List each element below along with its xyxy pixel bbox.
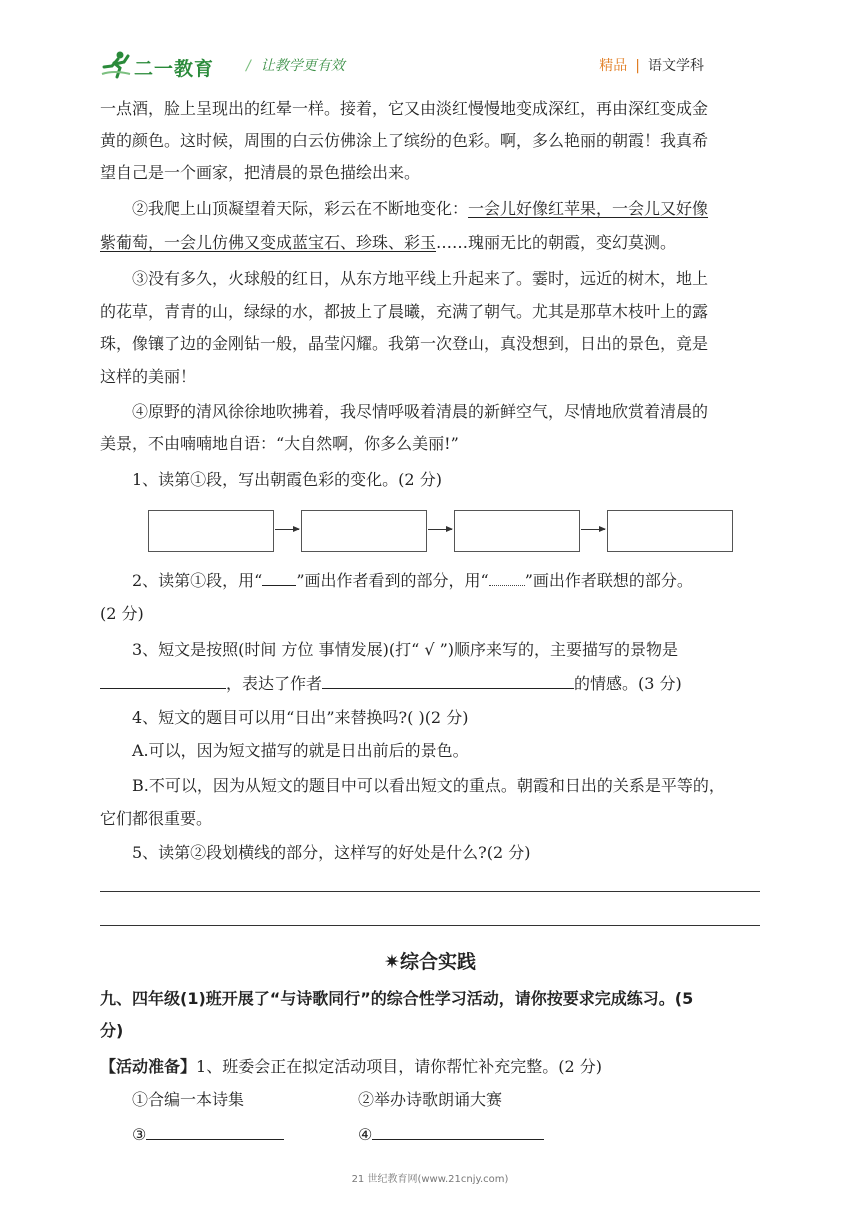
passage-line: 珠，像镶了边的金刚钻一般，晶莹闪耀。我第一次登山，真没想到，日出的景色，竟是 [100,334,709,353]
passage-line [100,233,762,253]
question-9: 分) [100,1021,124,1040]
fill-blank[interactable] [146,1125,284,1140]
question-9: 九、四年级(1)班开展了“与诗歌同行”的综合性学习活动，请你按要求完成练习。(5 [100,989,694,1008]
prep-text: 1、班委会正在拟定活动项目，请你帮忙补充完整。(2 分) [196,1057,602,1076]
passage-line: 黄的颜色。这时候，周围的白云仿佛涂上了缤纷的色彩。啊，多么艳丽的朝霞！我真希 [100,131,709,150]
answer-box[interactable] [148,510,274,552]
arrow-right-icon [275,529,299,530]
item-number: ④ [358,1125,373,1144]
footer: 21 世纪教育网(www.21cnjy.com) [351,1174,509,1185]
question-3-blanks [100,674,762,694]
subject-tag: 语文学科 [648,58,704,74]
divider-slash: / [246,58,251,74]
p2-underlined: 一会儿好像红苹果，一会儿又好像 [468,199,709,218]
dotted-line-sample [489,571,525,586]
arrow-right-icon [581,529,605,530]
option-b: B.不可以，因为从短文的题目中可以看出短文的重点。朝霞和日出的关系是平等的， [132,776,725,795]
passage-line: 一点酒，脸上呈现出的红晕一样。接着，它又由淡红慢慢地变成深红，再由深红变成金 [100,99,709,118]
solid-line-sample [262,571,296,586]
passage-line: 望自己是一个画家，把清晨的景色描绘出来。 [100,163,421,182]
passage-line [132,199,762,219]
question-1: 1、读第①段，写出朝霞色彩的变化。(2 分) [132,470,442,489]
passage-line: ③没有多久，火球般的红日，从东方地平线上升起来了。霎时，远近的树木，地上 [132,269,709,288]
answer-line[interactable] [100,925,760,926]
activity-item: ①合编一本诗集 [132,1090,245,1109]
activity-prep [100,1057,762,1077]
answer-box[interactable] [454,510,580,552]
option-b: 它们都很重要。 [100,809,213,828]
p2-text: ……瑰丽无比的朝霞，变幻莫测。 [436,233,677,252]
option-a: A.可以，因为短文描写的就是日出前后的景色。 [132,741,469,760]
question-5: 5、读第②段划横线的部分，这样写的好处是什么?(2 分) [132,843,531,862]
q2-text: ”画出作者看到的部分，用“ [296,571,489,590]
p2-underlined: 紫葡萄，一会儿仿佛又变成蓝宝石、珍珠、彩玉 [100,233,437,252]
arrow-right-icon [428,529,452,530]
section-title: ✷综合实践 [384,951,476,973]
q3-text: 的情感。(3 分) [574,674,682,693]
answer-box[interactable] [607,510,733,552]
logo [100,50,240,80]
passage-line: 这样的美丽！ [100,367,197,386]
q2-text: 2、读第①段，用“ [132,571,263,590]
logo-text: 二一教育 [134,58,215,80]
fill-blank[interactable] [322,674,574,689]
fill-blank[interactable] [100,674,226,689]
activity-item: ②举办诗歌朗诵大赛 [358,1090,503,1109]
prep-label: 【活动准备】 [100,1057,197,1076]
fill-blank[interactable] [372,1125,544,1140]
p2-text: ②我爬上山顶凝望着天际，彩云在不断地变化： [132,199,469,218]
question-2 [132,571,762,591]
question-4: 4、短文的题目可以用“日出”来替换吗?( )(2 分) [132,708,469,727]
slogan-text: 让教学更有效 [260,58,345,74]
header-tags [599,55,704,75]
passage-line: 美景，不由喃喃地自语：“大自然啊，你多么美丽!” [100,434,459,453]
q3-text: ，表达了作者 [226,674,323,693]
slogan [246,55,345,75]
runner-logo-icon [100,50,132,80]
passage-line: 的花草，青青的山，绿绿的水，都披上了晨曦，充满了朝气。尤其是那草木枝叶上的露 [100,302,709,321]
passage-line: ④原野的清风徐徐地吹拂着，我尽情呼吸着清晨的新鲜空气，尽情地欣赏着清晨的 [132,402,709,421]
quality-tag: 精品 [599,58,628,74]
activity-item [358,1125,658,1145]
page-header [100,46,760,86]
tag-separator: | [635,58,640,74]
q2-text: ”画出作者联想的部分。 [524,571,693,590]
question-2-score: (2 分) [100,604,144,623]
question-3: 3、短文是按照(时间 方位 事情发展)(打“ √ ”)顺序来写的，主要描写的景物是 [132,640,679,659]
answer-box[interactable] [301,510,427,552]
answer-line[interactable] [100,891,760,892]
item-number: ③ [132,1125,147,1144]
